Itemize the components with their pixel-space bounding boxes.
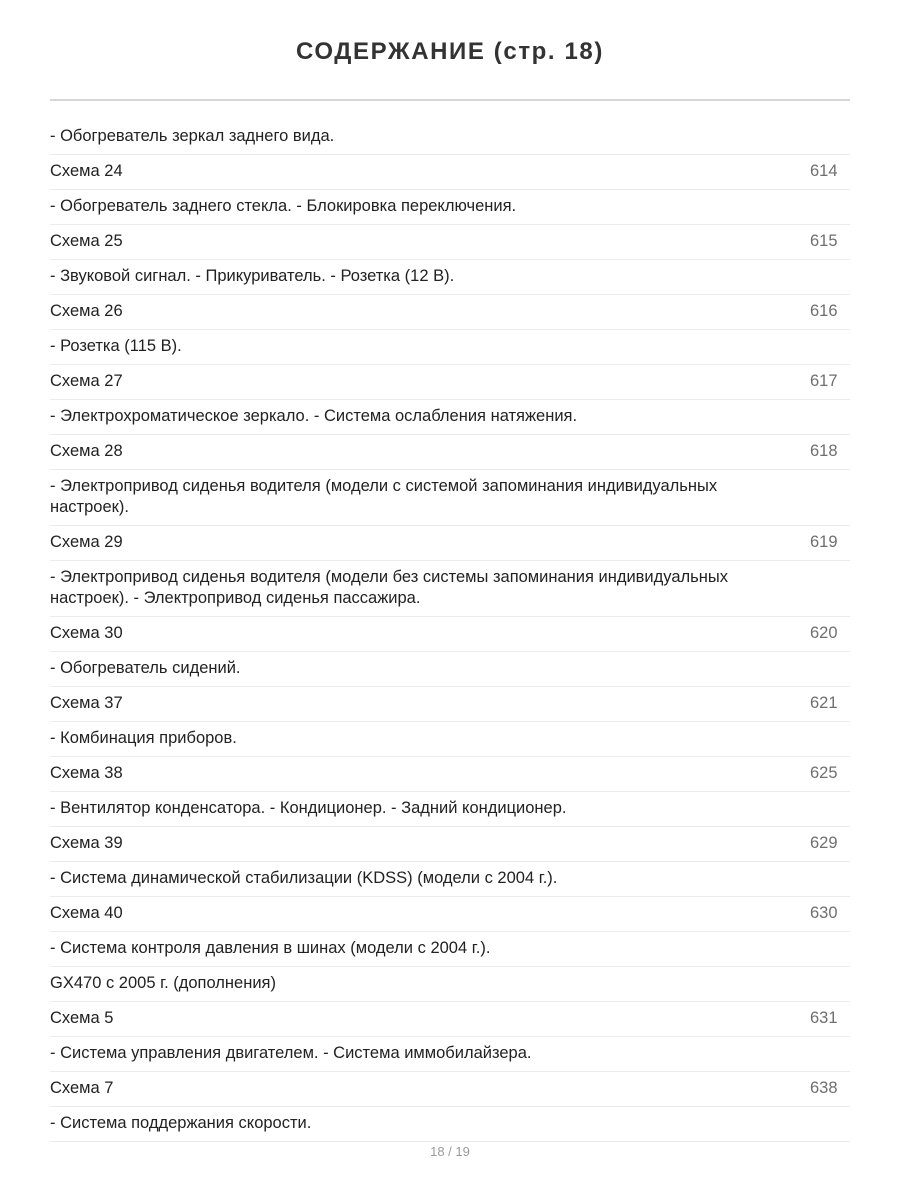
toc-row	[50, 687, 850, 722]
toc-page-number: 615	[810, 232, 838, 250]
toc-entry-text: Схема 7	[50, 1079, 114, 1097]
toc-entry-text: - Звуковой сигнал. - Прикуриватель. - Розетка (12 В).	[50, 267, 455, 285]
toc-row	[50, 722, 850, 757]
toc-entry-text: - Розетка (115 В).	[50, 337, 182, 355]
toc-entry-text: - Электропривод сиденья водителя (модели без системы запоминания индивидуальных настроек). - Электропривод сиденья пассажира.	[50, 568, 728, 607]
page-number: 18 / 19	[430, 1144, 470, 1159]
title-divider	[50, 99, 850, 101]
toc-row	[50, 617, 850, 652]
toc-entry-text: Схема 24	[50, 162, 123, 180]
toc-entry-text: Схема 25	[50, 232, 123, 250]
toc-row	[50, 260, 850, 295]
toc-row	[50, 225, 850, 260]
toc-page-number: 617	[810, 372, 838, 390]
toc-row	[50, 470, 850, 526]
toc-entry-text: Схема 38	[50, 764, 123, 782]
toc-entry-text: Схема 30	[50, 624, 123, 642]
toc-row	[50, 365, 850, 400]
toc-row	[50, 561, 850, 617]
toc-entry-text: - Электрохроматическое зеркало. - Система ослабления натяжения.	[50, 407, 578, 425]
toc-row	[50, 155, 850, 190]
toc-page-number: 638	[810, 1079, 838, 1097]
toc-entry-text: Схема 27	[50, 372, 123, 390]
toc-page-number: 625	[810, 764, 838, 782]
toc-entry-text: Схема 29	[50, 533, 123, 551]
toc-page-number: 618	[810, 442, 838, 460]
toc-page-number: 629	[810, 834, 838, 852]
toc-entry-text: - Электропривод сиденья водителя (модели с системой запоминания индивидуальных настроек).	[50, 477, 718, 516]
toc-entry-text: - Система динамической стабилизации (KDSS) (модели с 2004 г.).	[50, 869, 558, 887]
toc-row	[50, 1072, 850, 1107]
toc-entry-text: - Система поддержания скорости.	[50, 1114, 312, 1132]
toc-row	[50, 932, 850, 967]
toc-row	[50, 435, 850, 470]
toc-entry-text: GX470 с 2005 г. (дополнения)	[50, 974, 276, 992]
page-title: СОДЕРЖАНИЕ (стр. 18)	[296, 38, 604, 65]
toc-page-number: 616	[810, 302, 838, 320]
toc-entry-text: Схема 5	[50, 1009, 114, 1027]
toc-row	[50, 897, 850, 932]
toc-entry-text: - Обогреватель зеркал заднего вида.	[50, 127, 335, 145]
toc-entry-text: Схема 39	[50, 834, 123, 852]
toc-entry-text: - Система управления двигателем. - Система иммобилайзера.	[50, 1044, 532, 1062]
toc-row	[50, 1107, 850, 1142]
toc-row	[50, 295, 850, 330]
toc-page-number: 631	[810, 1009, 838, 1027]
toc-row	[50, 862, 850, 897]
toc-entry-text: - Обогреватель заднего стекла. - Блокировка переключения.	[50, 197, 517, 215]
toc-entry-text: Схема 28	[50, 442, 123, 460]
toc-row	[50, 190, 850, 225]
toc-row	[50, 967, 850, 1002]
toc-entry-text: - Система контроля давления в шинах (модели с 2004 г.).	[50, 939, 491, 957]
toc-row	[50, 400, 850, 435]
toc-entry-text: Схема 37	[50, 694, 123, 712]
toc-row	[50, 827, 850, 862]
toc-entry-text: - Обогреватель сидений.	[50, 659, 241, 677]
toc-entry-text: Схема 40	[50, 904, 123, 922]
toc-row	[50, 757, 850, 792]
toc-row	[50, 526, 850, 561]
toc-row	[50, 330, 850, 365]
toc-row	[50, 120, 850, 155]
toc-row	[50, 1002, 850, 1037]
toc-row	[50, 1037, 850, 1072]
toc-entry-text: Схема 26	[50, 302, 123, 320]
toc-page-number: 614	[810, 162, 838, 180]
toc-page-number: 630	[810, 904, 838, 922]
toc-page-number: 620	[810, 624, 838, 642]
toc-list	[50, 120, 850, 1142]
toc-row	[50, 652, 850, 687]
toc-entry-text: - Вентилятор конденсатора. - Кондиционер. - Задний кондиционер.	[50, 799, 567, 817]
toc-entry-text: - Комбинация приборов.	[50, 729, 237, 747]
toc-page-number: 621	[810, 694, 838, 712]
toc-page-number: 619	[810, 533, 838, 551]
toc-row	[50, 792, 850, 827]
